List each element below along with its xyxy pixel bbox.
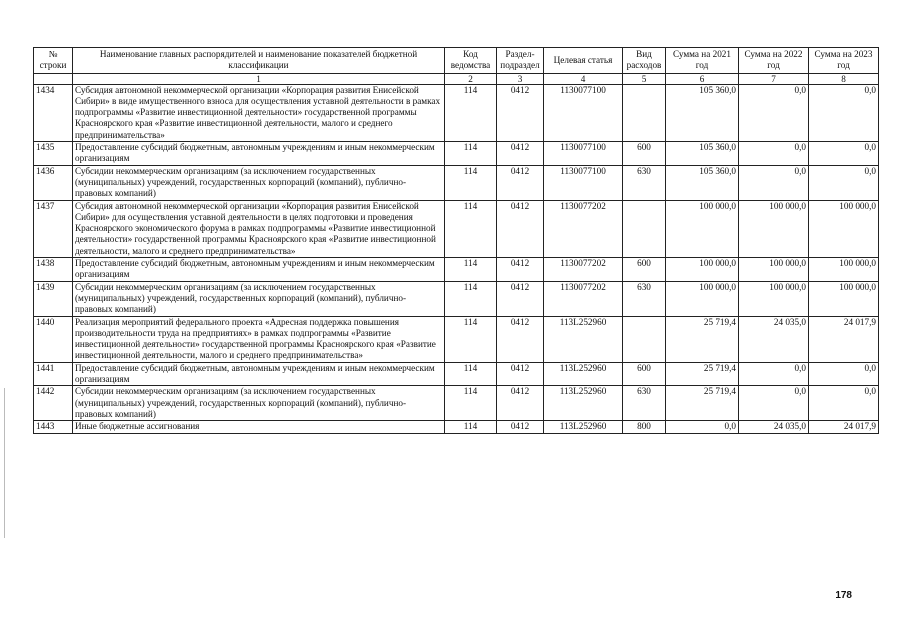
dept-code-cell: 114 — [445, 258, 497, 282]
section-code-cell: 0412 — [497, 362, 544, 386]
target-article-cell: 1130077202 — [544, 200, 623, 257]
sum-2021-cell: 105 360,0 — [666, 84, 739, 141]
sum-2023-cell: 100 000,0 — [809, 281, 879, 316]
header-section: Раздел-подраздел — [497, 48, 544, 74]
sum-2022-cell: 0,0 — [739, 386, 809, 421]
sum-2023-cell: 0,0 — [809, 165, 879, 200]
expense-type-cell: 630 — [623, 281, 666, 316]
dept-code-cell: 114 — [445, 281, 497, 316]
dept-code-cell: 114 — [445, 386, 497, 421]
sum-2021-cell: 25 719,4 — [666, 316, 739, 362]
page-number: 178 — [835, 590, 852, 601]
sum-2022-cell: 100 000,0 — [739, 258, 809, 282]
row-number-cell: 1440 — [34, 316, 73, 362]
sum-2022-cell: 24 035,0 — [739, 316, 809, 362]
header-target: Целевая статья — [544, 48, 623, 74]
row-number-cell: 1443 — [34, 421, 73, 433]
sum-2023-cell: 100 000,0 — [809, 200, 879, 257]
sum-2023-cell: 24 017,9 — [809, 316, 879, 362]
column-number: 6 — [666, 73, 739, 84]
table-row — [34, 316, 879, 362]
sum-2023-cell: 0,0 — [809, 142, 879, 166]
section-code-cell: 0412 — [497, 84, 544, 141]
sum-2021-cell: 25 719,4 — [666, 362, 739, 386]
target-article-cell: 1130077202 — [544, 258, 623, 282]
section-code-cell: 0412 — [497, 258, 544, 282]
expense-type-cell: 600 — [623, 362, 666, 386]
target-article-cell: 113L252960 — [544, 421, 623, 433]
target-article-cell: 113L252960 — [544, 386, 623, 421]
sum-2021-cell: 100 000,0 — [666, 281, 739, 316]
column-number: 1 — [73, 73, 445, 84]
expense-type-cell: 630 — [623, 386, 666, 421]
sum-2022-cell: 0,0 — [739, 142, 809, 166]
section-code-cell: 0412 — [497, 142, 544, 166]
column-number: 4 — [544, 73, 623, 84]
table-header-row — [34, 48, 879, 74]
expense-type-cell — [623, 200, 666, 257]
row-number-cell: 1442 — [34, 386, 73, 421]
sum-2023-cell: 0,0 — [809, 386, 879, 421]
dept-code-cell: 114 — [445, 421, 497, 433]
table-row — [34, 281, 879, 316]
sum-2023-cell: 24 017,9 — [809, 421, 879, 433]
expense-type-cell: 630 — [623, 165, 666, 200]
section-code-cell: 0412 — [497, 281, 544, 316]
row-name-cell: Предоставление субсидий бюджетным, автономным учреждениям и иным некоммерческим организациям — [73, 142, 445, 166]
table-row — [34, 362, 879, 386]
target-article-cell: 1130077100 — [544, 142, 623, 166]
dept-code-cell: 114 — [445, 142, 497, 166]
section-code-cell: 0412 — [497, 165, 544, 200]
column-number: 8 — [809, 73, 879, 84]
section-code-cell: 0412 — [497, 316, 544, 362]
expense-type-cell — [623, 84, 666, 141]
sum-2021-cell: 105 360,0 — [666, 165, 739, 200]
table-row — [34, 258, 879, 282]
sum-2021-cell: 100 000,0 — [666, 200, 739, 257]
sum-2023-cell: 0,0 — [809, 84, 879, 141]
expense-type-cell: 600 — [623, 258, 666, 282]
target-article-cell: 113L252960 — [544, 362, 623, 386]
header-sum-2021: Сумма на 2021 год — [666, 48, 739, 74]
row-name-cell: Предоставление субсидий бюджетным, автономным учреждениям и иным некоммерческим организациям — [73, 362, 445, 386]
row-name-cell: Субсидия автономной некоммерческой организации «Корпорация развития Енисейской Сибири» в виде имущественного взноса для осуществления уставной деятельности в рамках подпрограммы «Развитие инвестиционной деятельности» государственной программы Красноярского края «Развитие инвестиционной деятельности, малого и среднего предпринимательства» — [73, 84, 445, 141]
row-name-cell: Субсидия автономной некоммерческой организации «Корпорация развития Енисейской Сибири» для осуществления уставной деятельности в целях подготовки и проведения Красноярского экономического форума в рамках подпрограммы «Развитие инвестиционной деятельности» государственной программы Красноярского края «Развитие инвестиционной деятельности, малого и среднего предпринимательства» — [73, 200, 445, 257]
column-number — [34, 73, 73, 84]
column-number-row — [34, 73, 879, 84]
column-number: 3 — [497, 73, 544, 84]
dept-code-cell: 114 — [445, 200, 497, 257]
table-row — [34, 386, 879, 421]
row-name-cell: Предоставление субсидий бюджетным, автономным учреждениям и иным некоммерческим организациям — [73, 258, 445, 282]
sum-2022-cell: 0,0 — [739, 362, 809, 386]
target-article-cell: 1130077100 — [544, 165, 623, 200]
sum-2022-cell: 24 035,0 — [739, 421, 809, 433]
sum-2022-cell: 0,0 — [739, 165, 809, 200]
target-article-cell: 1130077100 — [544, 84, 623, 141]
column-number: 5 — [623, 73, 666, 84]
expense-type-cell: 800 — [623, 421, 666, 433]
header-expense-type: Вид расходов — [623, 48, 666, 74]
dept-code-cell: 114 — [445, 165, 497, 200]
table-row — [34, 142, 879, 166]
scan-margin-line — [4, 388, 5, 538]
sum-2022-cell: 0,0 — [739, 84, 809, 141]
header-row-no: № строки — [34, 48, 73, 74]
table-row — [34, 84, 879, 141]
section-code-cell: 0412 — [497, 386, 544, 421]
dept-code-cell: 114 — [445, 362, 497, 386]
table-row — [34, 421, 879, 433]
sum-2021-cell: 25 719,4 — [666, 386, 739, 421]
sum-2021-cell: 100 000,0 — [666, 258, 739, 282]
sum-2023-cell: 100 000,0 — [809, 258, 879, 282]
sum-2023-cell: 0,0 — [809, 362, 879, 386]
column-number: 7 — [739, 73, 809, 84]
column-number: 2 — [445, 73, 497, 84]
header-name: Наименование главных распорядителей и наименование показателей бюджетной классификации — [73, 48, 445, 74]
sum-2022-cell: 100 000,0 — [739, 281, 809, 316]
row-name-cell: Субсидии некоммерческим организациям (за исключением государственных (муниципальных) учреждений, государственных корпораций (компаний), публично-правовых компаний) — [73, 386, 445, 421]
expense-type-cell: 600 — [623, 142, 666, 166]
sum-2021-cell: 105 360,0 — [666, 142, 739, 166]
row-number-cell: 1435 — [34, 142, 73, 166]
row-number-cell: 1434 — [34, 84, 73, 141]
target-article-cell: 113L252960 — [544, 316, 623, 362]
row-number-cell: 1437 — [34, 200, 73, 257]
table-row — [34, 165, 879, 200]
row-number-cell: 1438 — [34, 258, 73, 282]
row-name-cell: Субсидии некоммерческим организациям (за исключением государственных (муниципальных) учреждений, государственных корпораций (компаний), публично-правовых компаний) — [73, 165, 445, 200]
sum-2021-cell: 0,0 — [666, 421, 739, 433]
section-code-cell: 0412 — [497, 200, 544, 257]
row-number-cell: 1439 — [34, 281, 73, 316]
row-number-cell: 1436 — [34, 165, 73, 200]
header-dept: Код ведомства — [445, 48, 497, 74]
target-article-cell: 1130077202 — [544, 281, 623, 316]
row-name-cell: Реализация мероприятий федерального проекта «Адресная поддержка повышения производительности труда на предприятиях» в рамках подпрограммы «Развитие инвестиционной деятельности» государственной программы Красноярского края «Развитие инвестиционной деятельности, малого и среднего предпринимательства» — [73, 316, 445, 362]
sum-2022-cell: 100 000,0 — [739, 200, 809, 257]
section-code-cell: 0412 — [497, 421, 544, 433]
dept-code-cell: 114 — [445, 84, 497, 141]
budget-table — [33, 47, 879, 434]
row-name-cell: Иные бюджетные ассигнования — [73, 421, 445, 433]
header-sum-2022: Сумма на 2022 год — [739, 48, 809, 74]
row-name-cell: Субсидии некоммерческим организациям (за исключением государственных (муниципальных) учреждений, государственных корпораций (компаний), публично-правовых компаний) — [73, 281, 445, 316]
header-sum-2023: Сумма на 2023 год — [809, 48, 879, 74]
table-row — [34, 200, 879, 257]
row-number-cell: 1441 — [34, 362, 73, 386]
dept-code-cell: 114 — [445, 316, 497, 362]
expense-type-cell — [623, 316, 666, 362]
